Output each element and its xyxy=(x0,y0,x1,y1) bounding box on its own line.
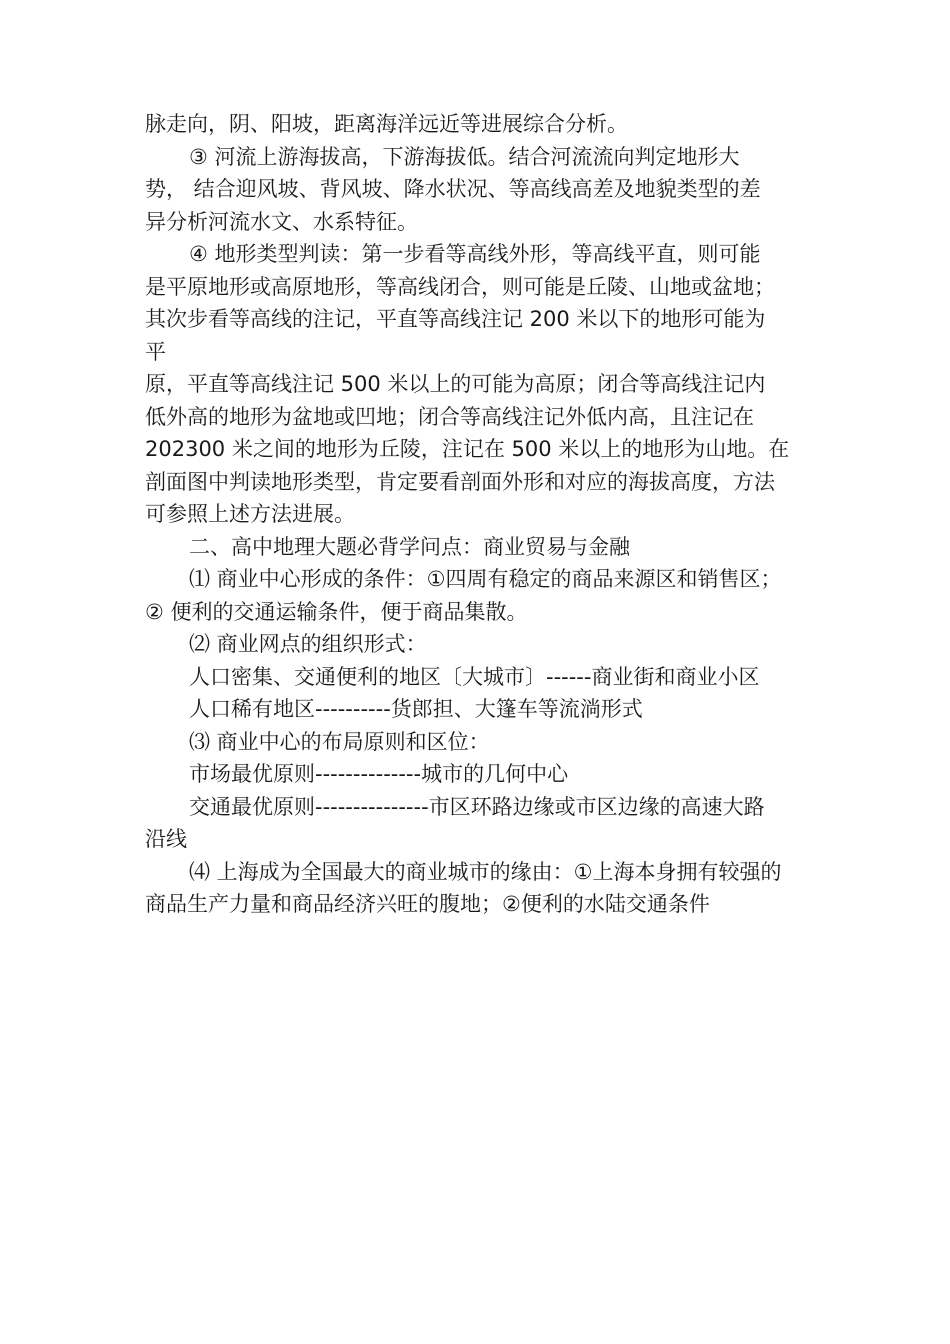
text-line: 原，平直等高线注记 500 米以上的可能为高原；闭合等高线注记内 xyxy=(145,372,766,396)
text-line: 剖面图中判读地形类型，肯定要看剖面外形和对应的海拔高度，方法 xyxy=(145,469,775,494)
text-line: 平 xyxy=(145,339,166,364)
text-line: 人口稀有地区----------货郎担、大篷车等流淌形式 xyxy=(189,697,643,721)
text-line: 沿线 xyxy=(145,827,187,851)
text-line: 交通最优原则---------------市区环路边缘或市区边缘的高速大路 xyxy=(189,794,765,819)
text-line: 异分析河流水文、水系特征。 xyxy=(145,209,418,234)
text-line: ⑷ 上海成为全国最大的商业城市的缘由：①上海本身拥有较强的 xyxy=(189,859,782,884)
text-line: 低外高的地形为盆地或凹地；闭合等高线注记外低内高，且注记在 xyxy=(145,404,754,429)
text-line: ④ 地形类型判读：第一步看等高线外形，等高线平直，则可能 xyxy=(189,242,761,266)
text-line: 商品生产力量和商品经济兴旺的腹地；②便利的水陆交通条件 xyxy=(145,892,710,916)
section-heading: 二、高中地理大题必背学问点：商业贸易与金融 xyxy=(189,534,630,559)
document-body xyxy=(145,108,825,921)
text-line: 202300 米之间的地形为丘陵，注记在 500 米以上的地形为山地。在 xyxy=(145,437,790,461)
text-line: 势， 结合迎风坡、背风坡、降水状况、等高线高差及地貌类型的差 xyxy=(145,177,761,201)
text-line: 市场最优原则--------------城市的几何中心 xyxy=(189,762,569,786)
text-line: ⑴ 商业中心形成的条件：①四周有稳定的商品来源区和销售区； xyxy=(189,567,782,591)
text-line: 可参照上述方法进展。 xyxy=(145,502,355,526)
text-line: 是平原地形或高原地形，等高线闭合，则可能是丘陵、山地或盆地； xyxy=(145,274,775,299)
text-line: ⑵ 商业网点的组织形式： xyxy=(189,632,427,656)
text-line: 其次步看等高线的注记，平直等高线注记 200 米以下的地形可能为 xyxy=(145,307,766,331)
text-line: ③ 河流上游海拔高，下游海拔低。结合河流流向判定地形大 xyxy=(189,144,740,169)
text-line: ② 便利的交通运输条件，便于商品集散。 xyxy=(145,599,528,624)
text-line: ⑶ 商业中心的布局原则和区位： xyxy=(189,729,490,754)
text-line: 脉走向，阴、阳坡，距离海洋远近等进展综合分析。 xyxy=(145,112,628,136)
text-line: 人口密集、交通便利的地区〔大城市〕------商业街和商业小区 xyxy=(189,664,760,689)
